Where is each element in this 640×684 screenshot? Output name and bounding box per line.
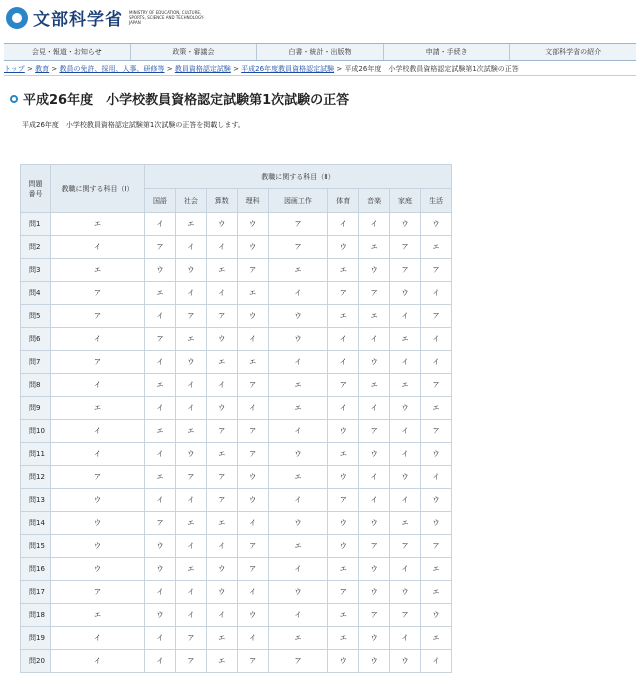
answer-cell: ウ [206, 397, 237, 420]
table-row [21, 627, 452, 650]
page-title [10, 89, 349, 108]
answer-cell: ウ [420, 489, 451, 512]
logo-text: 文部科学省 [33, 10, 123, 30]
answer-cell: ウ [328, 236, 359, 259]
answer-cell: ア [175, 466, 206, 489]
answer-cell: イ [390, 420, 421, 443]
table-row [21, 443, 452, 466]
answer-cell: エ [328, 259, 359, 282]
answer-cell: ア [206, 420, 237, 443]
answer-cell: ウ [51, 535, 145, 558]
answer-cell: ア [145, 512, 176, 535]
breadcrumb-separator: > [336, 65, 343, 73]
answer-cell: ウ [145, 259, 176, 282]
answer-cell: ア [359, 420, 390, 443]
question-number-cell: 問4 [21, 282, 51, 305]
question-number-cell: 問17 [21, 581, 51, 604]
answer-cell: ア [206, 305, 237, 328]
answer-cell: イ [268, 558, 328, 581]
answer-cell: ア [51, 351, 145, 374]
answer-cell: エ [390, 374, 421, 397]
answer-cell: ア [51, 466, 145, 489]
question-number-cell: 問14 [21, 512, 51, 535]
table-row [21, 420, 452, 443]
answer-cell: エ [175, 213, 206, 236]
answer-cell: ア [268, 650, 328, 673]
answer-cell: ア [328, 489, 359, 512]
nav-item-application[interactable]: 申請・手続き [384, 44, 511, 60]
table-row [21, 351, 452, 374]
answer-cell: ア [420, 374, 451, 397]
table-row [21, 581, 452, 604]
table-row [21, 397, 452, 420]
answer-cell: エ [420, 627, 451, 650]
answer-cell: イ [145, 213, 176, 236]
answer-cell: ウ [420, 443, 451, 466]
answer-cell: ウ [268, 443, 328, 466]
answer-cell: イ [145, 627, 176, 650]
header-question-number-line2: 番号 [28, 189, 43, 198]
answer-cell: エ [328, 627, 359, 650]
answer-cell: ウ [268, 581, 328, 604]
question-number-cell: 問11 [21, 443, 51, 466]
answer-cell: ア [51, 581, 145, 604]
answer-cell: イ [268, 282, 328, 305]
answer-cell: イ [359, 213, 390, 236]
question-number-cell: 問10 [21, 420, 51, 443]
answer-cell: ア [420, 420, 451, 443]
answer-cell: ウ [359, 512, 390, 535]
question-number-cell: 問19 [21, 627, 51, 650]
answer-cell: エ [206, 351, 237, 374]
nav-item-policy[interactable]: 政策・審議会 [131, 44, 258, 60]
question-number-cell: 問7 [21, 351, 51, 374]
question-number-cell: 問5 [21, 305, 51, 328]
answer-cell: イ [145, 650, 176, 673]
answer-cell: ウ [390, 650, 421, 673]
breadcrumb-current: 平成26年度 小学校教員資格認定試験第1次試験の正答 [344, 65, 519, 73]
question-number-cell: 問20 [21, 650, 51, 673]
answer-cell: イ [237, 627, 268, 650]
answer-cell: エ [390, 328, 421, 351]
answer-cell: イ [175, 236, 206, 259]
global-nav [4, 43, 636, 61]
answer-cell: エ [328, 305, 359, 328]
table-row [21, 489, 452, 512]
answer-cell: イ [206, 374, 237, 397]
answer-cell: ウ [390, 397, 421, 420]
answer-cell: ウ [390, 581, 421, 604]
answer-cell: エ [359, 374, 390, 397]
answer-cell: ア [390, 535, 421, 558]
answer-cell: エ [420, 236, 451, 259]
answer-cell: ア [268, 213, 328, 236]
answer-cell: ウ [420, 604, 451, 627]
answer-cell: エ [420, 558, 451, 581]
answer-cell: ア [145, 328, 176, 351]
header-subject-cell: 社会 [175, 189, 206, 213]
answer-cell: イ [390, 558, 421, 581]
breadcrumb-link-h26[interactable]: 平成26年度教員資格認定試験 [241, 65, 335, 73]
answer-cell: イ [420, 328, 451, 351]
answer-cell: ア [390, 259, 421, 282]
question-number-cell: 問12 [21, 466, 51, 489]
answer-cell: ウ [237, 305, 268, 328]
breadcrumb-link-top[interactable]: トップ [4, 65, 25, 73]
nav-item-about[interactable]: 文部科学省の紹介 [545, 48, 602, 56]
answer-cell: エ [328, 558, 359, 581]
question-number-cell: 問3 [21, 259, 51, 282]
answer-cell: ア [175, 305, 206, 328]
answer-cell: イ [420, 466, 451, 489]
answer-cell: エ [268, 466, 328, 489]
table-row [21, 535, 452, 558]
table-row [21, 650, 452, 673]
answer-cell: エ [145, 374, 176, 397]
answer-cell: ウ [359, 351, 390, 374]
header-subject-cell: 生活 [420, 189, 451, 213]
answer-cell: ウ [390, 282, 421, 305]
site-header [0, 0, 640, 40]
answer-cell: ウ [237, 489, 268, 512]
answer-cell: イ [359, 466, 390, 489]
answer-cell: エ [51, 213, 145, 236]
answer-cell: イ [390, 351, 421, 374]
nav-item-press[interactable]: 会見・報道・お知らせ [4, 44, 131, 60]
ministry-emblem-icon [6, 7, 28, 29]
answer-cell: イ [206, 282, 237, 305]
question-number-cell: 問15 [21, 535, 51, 558]
answer-cell: ア [420, 535, 451, 558]
answer-cell: イ [268, 489, 328, 512]
answer-cell: エ [268, 259, 328, 282]
answer-cell: ア [237, 535, 268, 558]
breadcrumb-separator: > [51, 65, 58, 73]
site-logo[interactable] [6, 5, 209, 30]
answer-cell: イ [145, 305, 176, 328]
answer-cell: ウ [359, 259, 390, 282]
answer-cell: ア [175, 627, 206, 650]
table-row [21, 512, 452, 535]
answer-cell: ウ [175, 351, 206, 374]
answer-cell: ア [206, 466, 237, 489]
answer-cell: ア [328, 581, 359, 604]
answer-cell: ウ [268, 328, 328, 351]
answer-cell: ア [237, 259, 268, 282]
answer-cell: ア [328, 282, 359, 305]
answer-cell: イ [359, 328, 390, 351]
answer-cell: ア [206, 489, 237, 512]
breadcrumb-link-education[interactable]: 教育 [35, 65, 50, 73]
table-row [21, 305, 452, 328]
breadcrumb-link-exam[interactable]: 教員資格認定試験 [174, 65, 231, 73]
answer-cell: ウ [145, 558, 176, 581]
table-row [21, 236, 452, 259]
breadcrumb-separator: > [233, 65, 239, 73]
answer-cell: イ [145, 443, 176, 466]
answer-cell: エ [51, 397, 145, 420]
answer-cell: イ [145, 397, 176, 420]
answer-cell: エ [237, 282, 268, 305]
answer-cell: エ [390, 512, 421, 535]
answer-cell: ウ [390, 466, 421, 489]
answer-cell: イ [175, 282, 206, 305]
answer-cell: エ [206, 259, 237, 282]
answer-cell: ウ [237, 236, 268, 259]
answer-cell: イ [175, 581, 206, 604]
question-number-cell: 問18 [21, 604, 51, 627]
answer-cell: イ [51, 650, 145, 673]
answer-cell: ア [420, 259, 451, 282]
answer-cell: エ [268, 627, 328, 650]
answer-cell: ウ [268, 512, 328, 535]
answer-cell: エ [420, 397, 451, 420]
table-row [21, 213, 452, 236]
answer-cell: ア [51, 282, 145, 305]
answer-cell: ウ [237, 604, 268, 627]
answer-cell: イ [51, 374, 145, 397]
answer-cell: イ [237, 581, 268, 604]
answer-cell: エ [328, 443, 359, 466]
question-number-cell: 問6 [21, 328, 51, 351]
answer-cell: イ [175, 604, 206, 627]
answer-cell: エ [51, 259, 145, 282]
header-subject-1: 教職に関する科目（Ⅰ） [51, 165, 145, 213]
header-question-number [21, 165, 51, 213]
answer-cell: エ [51, 604, 145, 627]
answer-cell: イ [359, 489, 390, 512]
answer-cell: ウ [51, 512, 145, 535]
header-subject-cell: 体育 [328, 189, 359, 213]
answer-cell: イ [237, 328, 268, 351]
answer-cell: ウ [51, 558, 145, 581]
answer-cell: ウ [328, 535, 359, 558]
answer-cell: イ [328, 328, 359, 351]
table-row [21, 466, 452, 489]
nav-item-whitepaper[interactable]: 白書・統計・出版物 [257, 44, 384, 60]
answer-cell: イ [175, 397, 206, 420]
answer-cell: ウ [359, 627, 390, 650]
answer-cell: イ [206, 236, 237, 259]
answer-cell: ア [420, 305, 451, 328]
question-number-cell: 問9 [21, 397, 51, 420]
question-number-cell: 問2 [21, 236, 51, 259]
answer-cell: イ [206, 535, 237, 558]
header-subject-cell: 理科 [237, 189, 268, 213]
answer-cell: ア [237, 558, 268, 581]
answer-cell: イ [51, 420, 145, 443]
answer-cell: ウ [328, 650, 359, 673]
answer-cell: ウ [328, 420, 359, 443]
answer-cell: ア [145, 236, 176, 259]
answer-cell: エ [359, 305, 390, 328]
answer-cell: イ [390, 305, 421, 328]
answer-cell: ア [51, 305, 145, 328]
answer-cell: ア [359, 535, 390, 558]
breadcrumb-link-teacher[interactable]: 教員の免許、採用、人事、研修等 [59, 65, 165, 73]
header-subject-cell: 音楽 [359, 189, 390, 213]
answer-cell: ウ [51, 489, 145, 512]
answer-cell: ア [390, 604, 421, 627]
answer-cell: イ [328, 213, 359, 236]
breadcrumb-separator: > [27, 65, 33, 73]
answer-cell: ウ [328, 512, 359, 535]
answer-cell: イ [51, 443, 145, 466]
table-row [21, 328, 452, 351]
breadcrumb-separator: > [166, 65, 173, 73]
answer-cell: イ [390, 489, 421, 512]
answer-cell: ウ [359, 581, 390, 604]
header-subject-cell: 図画工作 [268, 189, 328, 213]
answer-cell: イ [328, 397, 359, 420]
answer-cell: イ [145, 489, 176, 512]
header-subject-cell: 算数 [206, 189, 237, 213]
answer-cell: エ [268, 535, 328, 558]
header-subject-2: 教職に関する科目（Ⅱ） [145, 165, 452, 189]
answer-cell: ウ [328, 466, 359, 489]
answer-cell: イ [328, 351, 359, 374]
answer-cell: ア [175, 650, 206, 673]
table-row [21, 558, 452, 581]
answer-cell: ウ [390, 213, 421, 236]
answer-cell: ウ [359, 558, 390, 581]
answer-cell: イ [420, 282, 451, 305]
answer-cell: イ [51, 627, 145, 650]
answer-cell: ウ [175, 443, 206, 466]
answer-cell: ア [390, 236, 421, 259]
answer-cell: ア [359, 604, 390, 627]
answer-cell: ウ [145, 604, 176, 627]
question-number-cell: 問16 [21, 558, 51, 581]
table-row [21, 604, 452, 627]
header-subject-cell: 家庭 [390, 189, 421, 213]
answer-cell: イ [145, 351, 176, 374]
answer-cell: ウ [237, 213, 268, 236]
answer-cell: ウ [237, 466, 268, 489]
logo-english: MINISTRY OF EDUCATION, CULTURE, SPORTS, SCIENCE AND TECHNOLOGY-JAPAN [129, 10, 205, 25]
answer-cell: イ [175, 535, 206, 558]
answer-cell: ウ [359, 650, 390, 673]
header-subject-cell: 国語 [145, 189, 176, 213]
answer-cell: ウ [420, 512, 451, 535]
answer-cell: ア [237, 650, 268, 673]
answer-cell: ウ [206, 213, 237, 236]
header-question-number-line1: 問題 [28, 179, 43, 188]
answer-table [20, 164, 452, 673]
answer-cell: イ [145, 581, 176, 604]
question-number-cell: 問1 [21, 213, 51, 236]
answer-cell: エ [206, 443, 237, 466]
answer-cell: イ [237, 512, 268, 535]
answer-cell: エ [420, 581, 451, 604]
answer-cell: イ [268, 351, 328, 374]
table-row [21, 374, 452, 397]
answer-cell: ア [237, 443, 268, 466]
answer-cell: イ [420, 351, 451, 374]
table-row [21, 259, 452, 282]
answer-cell: イ [237, 397, 268, 420]
answer-cell: ア [359, 282, 390, 305]
answer-cell: ウ [268, 305, 328, 328]
answer-cell: エ [206, 650, 237, 673]
breadcrumb [4, 63, 636, 76]
answer-cell: エ [175, 512, 206, 535]
answer-cell: ウ [206, 328, 237, 351]
answer-cell: エ [268, 397, 328, 420]
answer-cell: ア [237, 374, 268, 397]
title-bullet-icon [10, 95, 18, 103]
answer-cell: エ [328, 604, 359, 627]
answer-cell: イ [51, 236, 145, 259]
answer-cell: ウ [206, 558, 237, 581]
answer-cell: エ [145, 420, 176, 443]
answer-cell: エ [359, 236, 390, 259]
answer-cell: ア [268, 236, 328, 259]
answer-cell: イ [268, 420, 328, 443]
answer-cell: ウ [359, 443, 390, 466]
answer-cell: エ [206, 627, 237, 650]
answer-cell: イ [359, 397, 390, 420]
answer-cell: エ [175, 420, 206, 443]
answer-cell: ウ [145, 535, 176, 558]
intro-text: 平成26年度 小学校教員資格認定試験第1次試験の正答を掲載します。 [22, 121, 245, 129]
question-number-cell: 問8 [21, 374, 51, 397]
answer-cell: エ [237, 351, 268, 374]
answer-cell: イ [268, 604, 328, 627]
answer-cell: エ [145, 282, 176, 305]
answer-cell: エ [175, 328, 206, 351]
answer-cell: ア [237, 420, 268, 443]
answer-cell: ウ [175, 259, 206, 282]
answer-cell: エ [145, 466, 176, 489]
answer-cell: エ [175, 558, 206, 581]
question-number-cell: 問13 [21, 489, 51, 512]
answer-cell: ア [328, 374, 359, 397]
answer-cell: イ [390, 443, 421, 466]
answer-cell: エ [206, 512, 237, 535]
page-title-text: 平成26年度 小学校教員資格認定試験第1次試験の正答 [23, 93, 350, 108]
answer-cell: イ [206, 604, 237, 627]
answer-cell: イ [175, 489, 206, 512]
table-row [21, 282, 452, 305]
answer-cell: エ [268, 374, 328, 397]
answer-cell: イ [175, 374, 206, 397]
answer-cell: ウ [420, 213, 451, 236]
answer-cell: ウ [206, 581, 237, 604]
answer-cell: イ [420, 650, 451, 673]
answer-cell: イ [51, 328, 145, 351]
answer-cell: イ [390, 627, 421, 650]
